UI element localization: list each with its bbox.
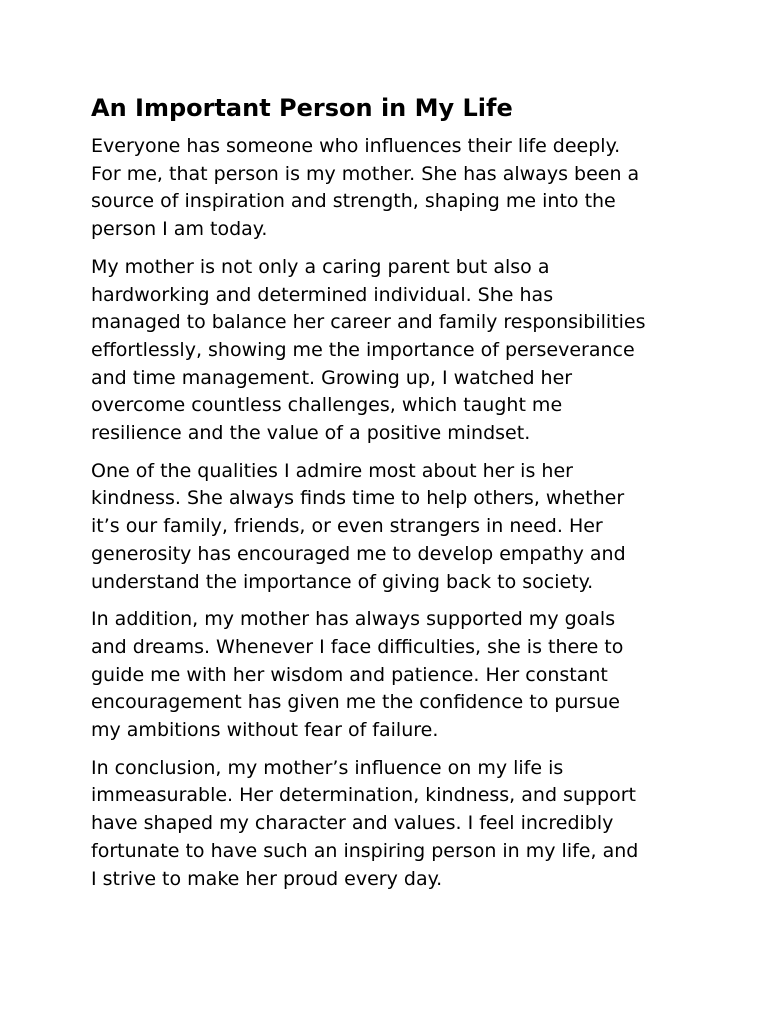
paragraph-line: One of the qualities I admire most about her is her [91, 459, 573, 482]
paragraph-line: fortunate to have such an inspiring person in my life, and [91, 839, 639, 862]
paragraph-line: it’s our family, friends, or even strangers in need. Her [91, 515, 603, 538]
paragraph-line: source of inspiration and strength, shaping me into the [91, 190, 616, 213]
paragraph-line: In conclusion, my mother’s influence on my life is [91, 756, 564, 779]
paragraph-line: understand the importance of giving back to society. [91, 570, 594, 593]
paragraph-line: hardworking and determined individual. She has [91, 283, 554, 306]
paragraph-line: I strive to make her proud every day. [91, 867, 443, 890]
paragraph-line: encouragement has given me the confidence to pursue [91, 691, 620, 714]
paragraph-line: effortlessly, showing me the importance of perseverance [91, 338, 635, 361]
paragraph-line: and time management. Growing up, I watched her [91, 366, 573, 389]
paragraph-line: Everyone has someone who influences their life deeply. [91, 135, 621, 157]
paragraph-line: For me, that person is my mother. She has always been a [91, 162, 640, 185]
paragraph-line: person I am today. [91, 218, 268, 241]
paragraph-support [91, 606, 691, 745]
paragraph-line: have shaped my character and values. I feel incredibly [91, 812, 614, 835]
paragraph-line: resilience and the value of a positive mindset. [91, 422, 531, 445]
paragraph-line: and dreams. Whenever I face difficulties, she is there to [91, 635, 624, 658]
paragraph-conclusion [91, 755, 691, 894]
paragraph-line: In addition, my mother has always supported my goals [91, 608, 616, 631]
paragraph-line: managed to balance her career and family responsibilities [91, 311, 646, 334]
document-title: An Important Person in My Life [91, 94, 513, 122]
paragraph-kindness [91, 458, 691, 597]
paragraph-line: overcome countless challenges, which taught me [91, 394, 563, 417]
paragraph-character [91, 254, 691, 448]
paragraph-line: my ambitions without fear of failure. [91, 719, 439, 742]
paragraph-line: kindness. She always finds time to help others, whether [91, 487, 625, 510]
paragraph-line: My mother is not only a caring parent but also a [91, 255, 550, 278]
paragraph-line: immeasurable. Her determination, kindness, and support [91, 784, 636, 807]
document-page [91, 93, 691, 903]
paragraph-line: generosity has encouraged me to develop empathy and [91, 542, 626, 565]
paragraph-line: guide me with her wisdom and patience. Her constant [91, 663, 608, 686]
paragraph-intro [91, 133, 691, 244]
